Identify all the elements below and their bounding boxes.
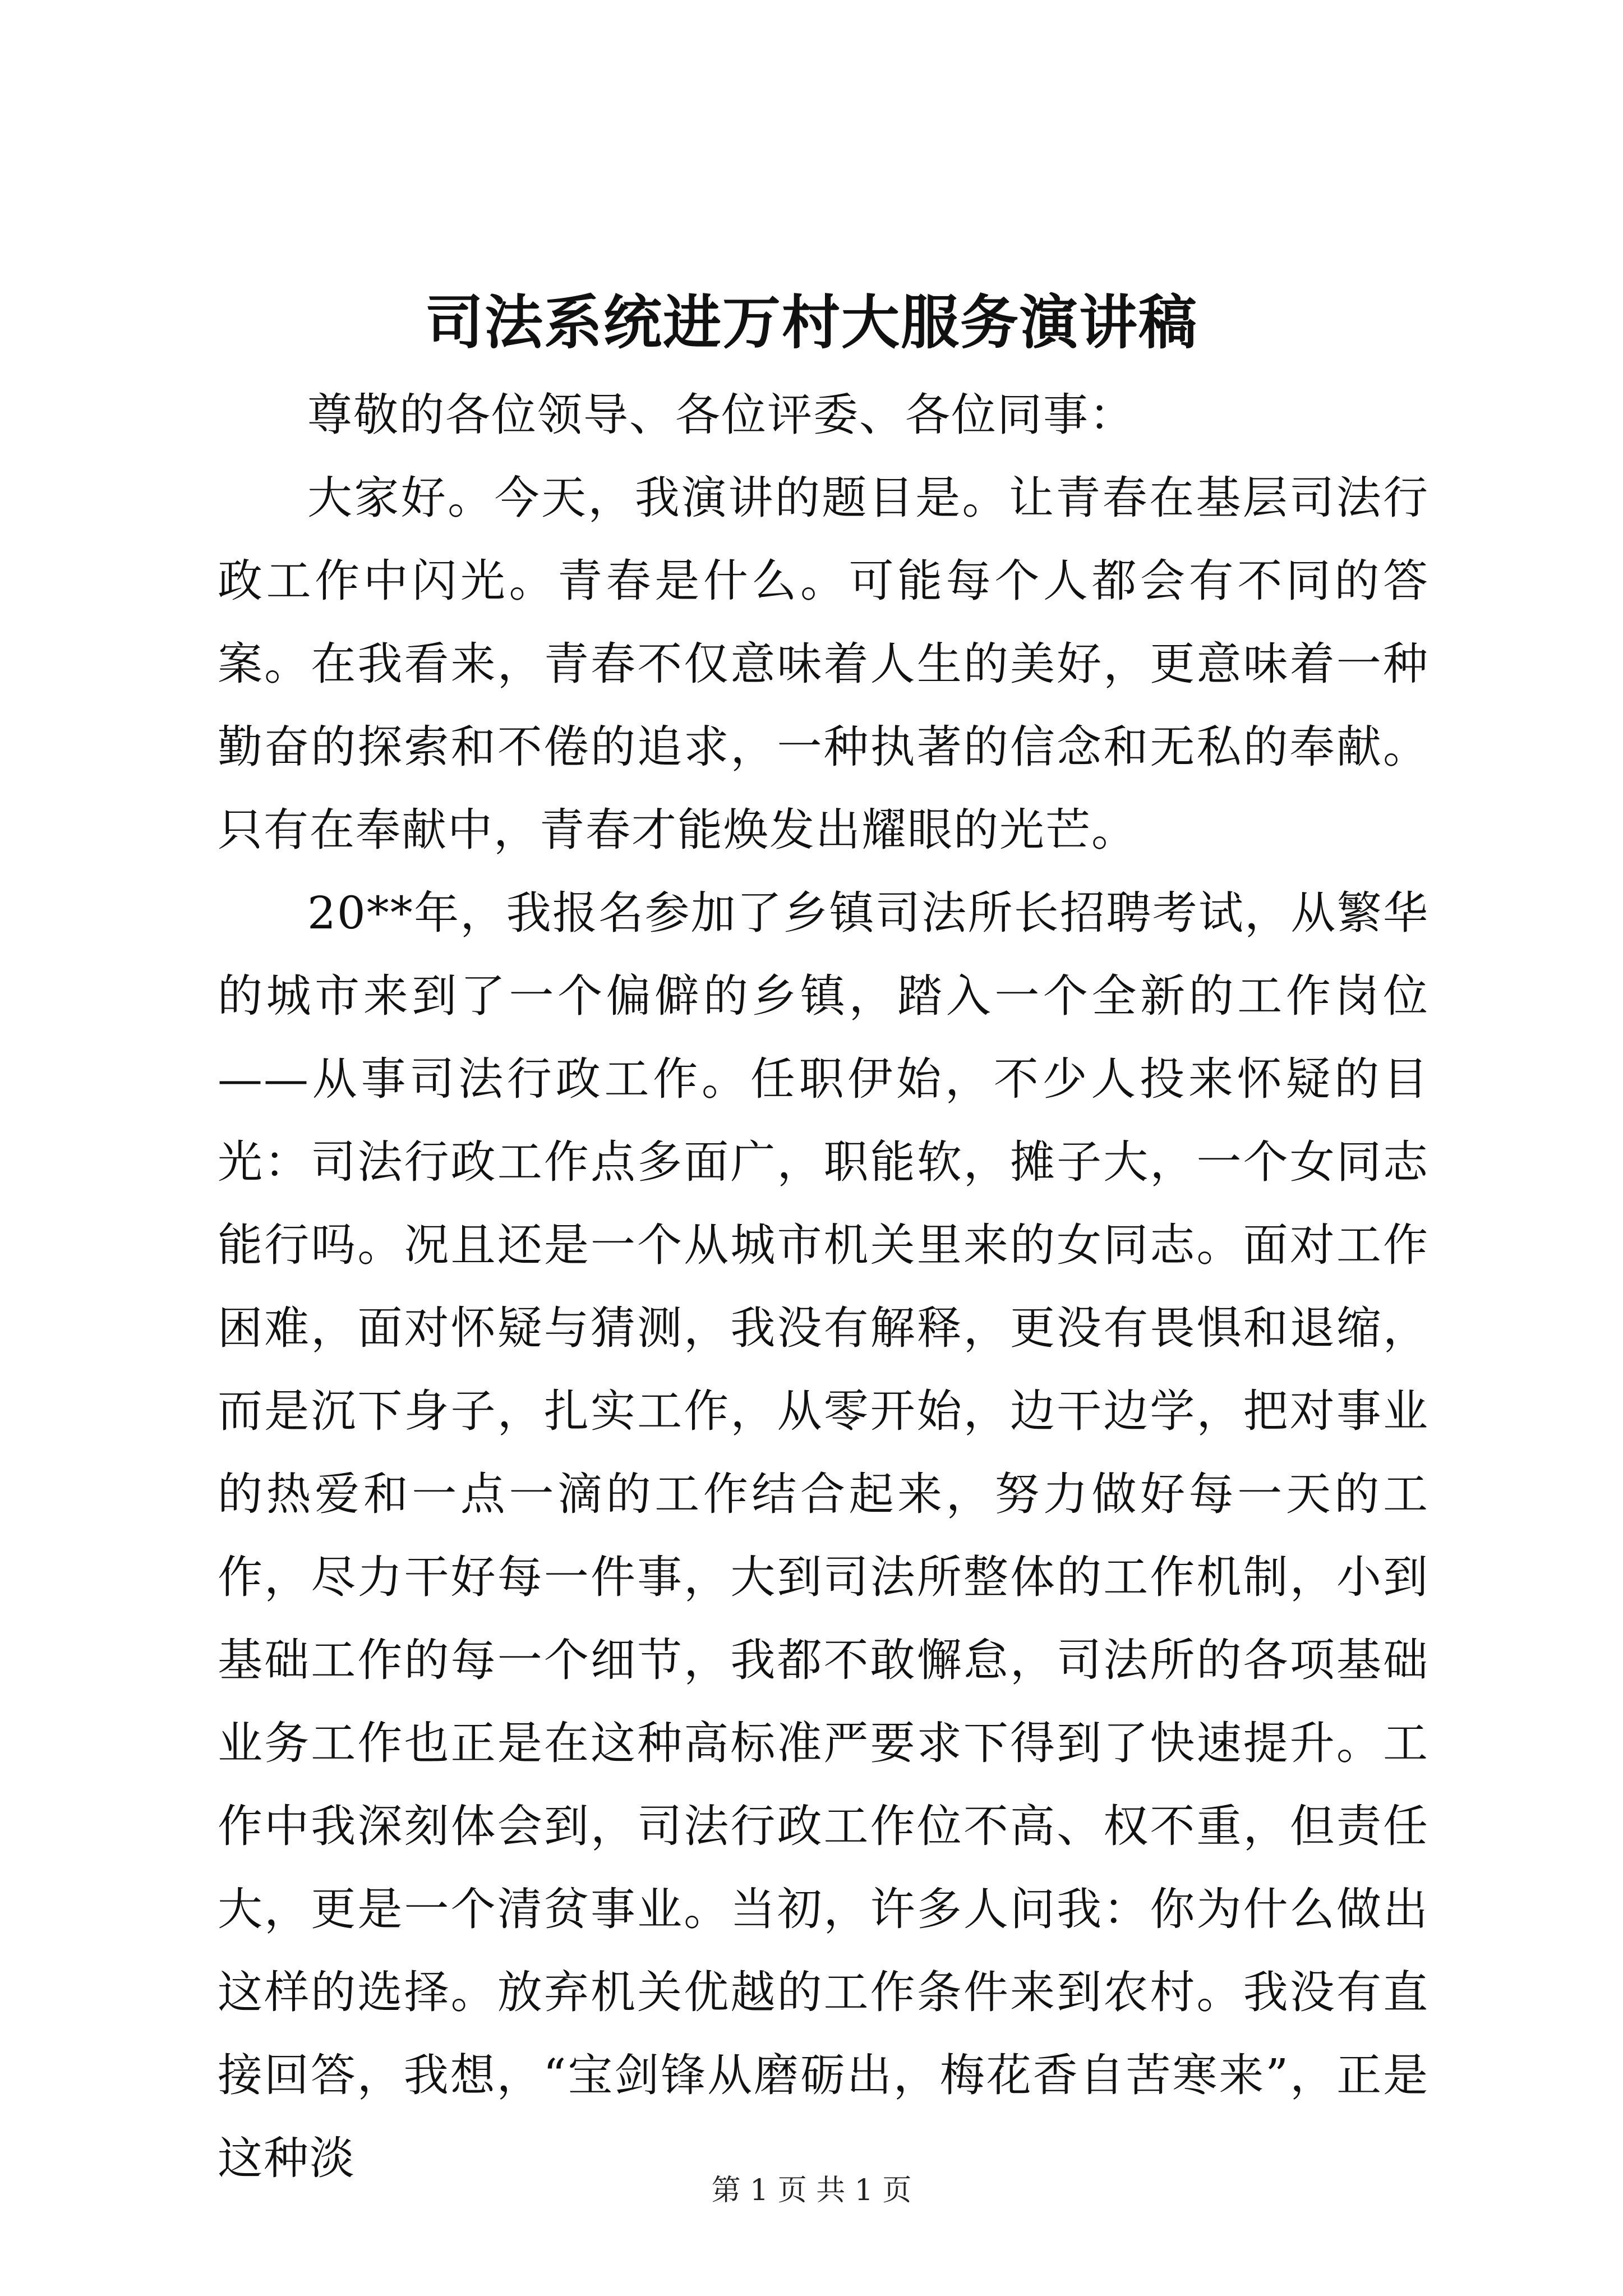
- experience-paragraph: 20**年，我报名参加了乡镇司法所长招聘考试，从繁华的城市来到了一个偏僻的乡镇，踏入一个全新的工作岗位——从事司法行政工作。任职伊始，不少人投来怀疑的目光：司法行政工作点多面广，职能软，摊子大，一个女同志能行吗。况且还是一个从城市机关里来的女同志。面对工作困难，面对怀疑与猜测，我没有解释，更没有畏惧和退缩，而是沉下身子，扎实工作，从零开始，边干边学，把对事业的热爱和一点一滴的工作结合起来，努力做好每一天的工作，尽力干好每一件事，大到司法所整体的工作机制，小到基础工作的每一个细节，我都不敢懈怠，司法所的各项基础业务工作也正是在这种高标准严要求下得到了快速提升。工作中我深刻体会到，司法行政工作位不高、权不重，但责任大，更是一个清贫事业。当初，许多人问我：你为什么做出这样的选择。放弃机关优越的工作条件来到农村。我没有直接回答，我想，“宝剑锋从磨砺出，梅花香自苦寒来”，正是这种淡: [218, 887, 1429, 2184]
- document-title: 司法系统进万村大服务演讲稿: [425, 288, 1198, 357]
- salutation-paragraph: 尊敬的各位领导、各位评委、各位同事：: [307, 389, 1135, 441]
- opening-paragraph: 大家好。今天，我演讲的题目是。让青春在基层司法行政工作中闪光。青春是什么。可能每个人都会有不同的答案。在我看来，青春不仅意味着人生的美好，更意味着一种勤奋的探索和不倦的追求，一种执著的信念和无私的奉献。只有在奉献中，青春才能焕发出耀眼的光芒。: [218, 472, 1429, 856]
- document-body: [218, 374, 1429, 2200]
- page-footer: 第 1 页 共 1 页: [711, 2174, 912, 2207]
